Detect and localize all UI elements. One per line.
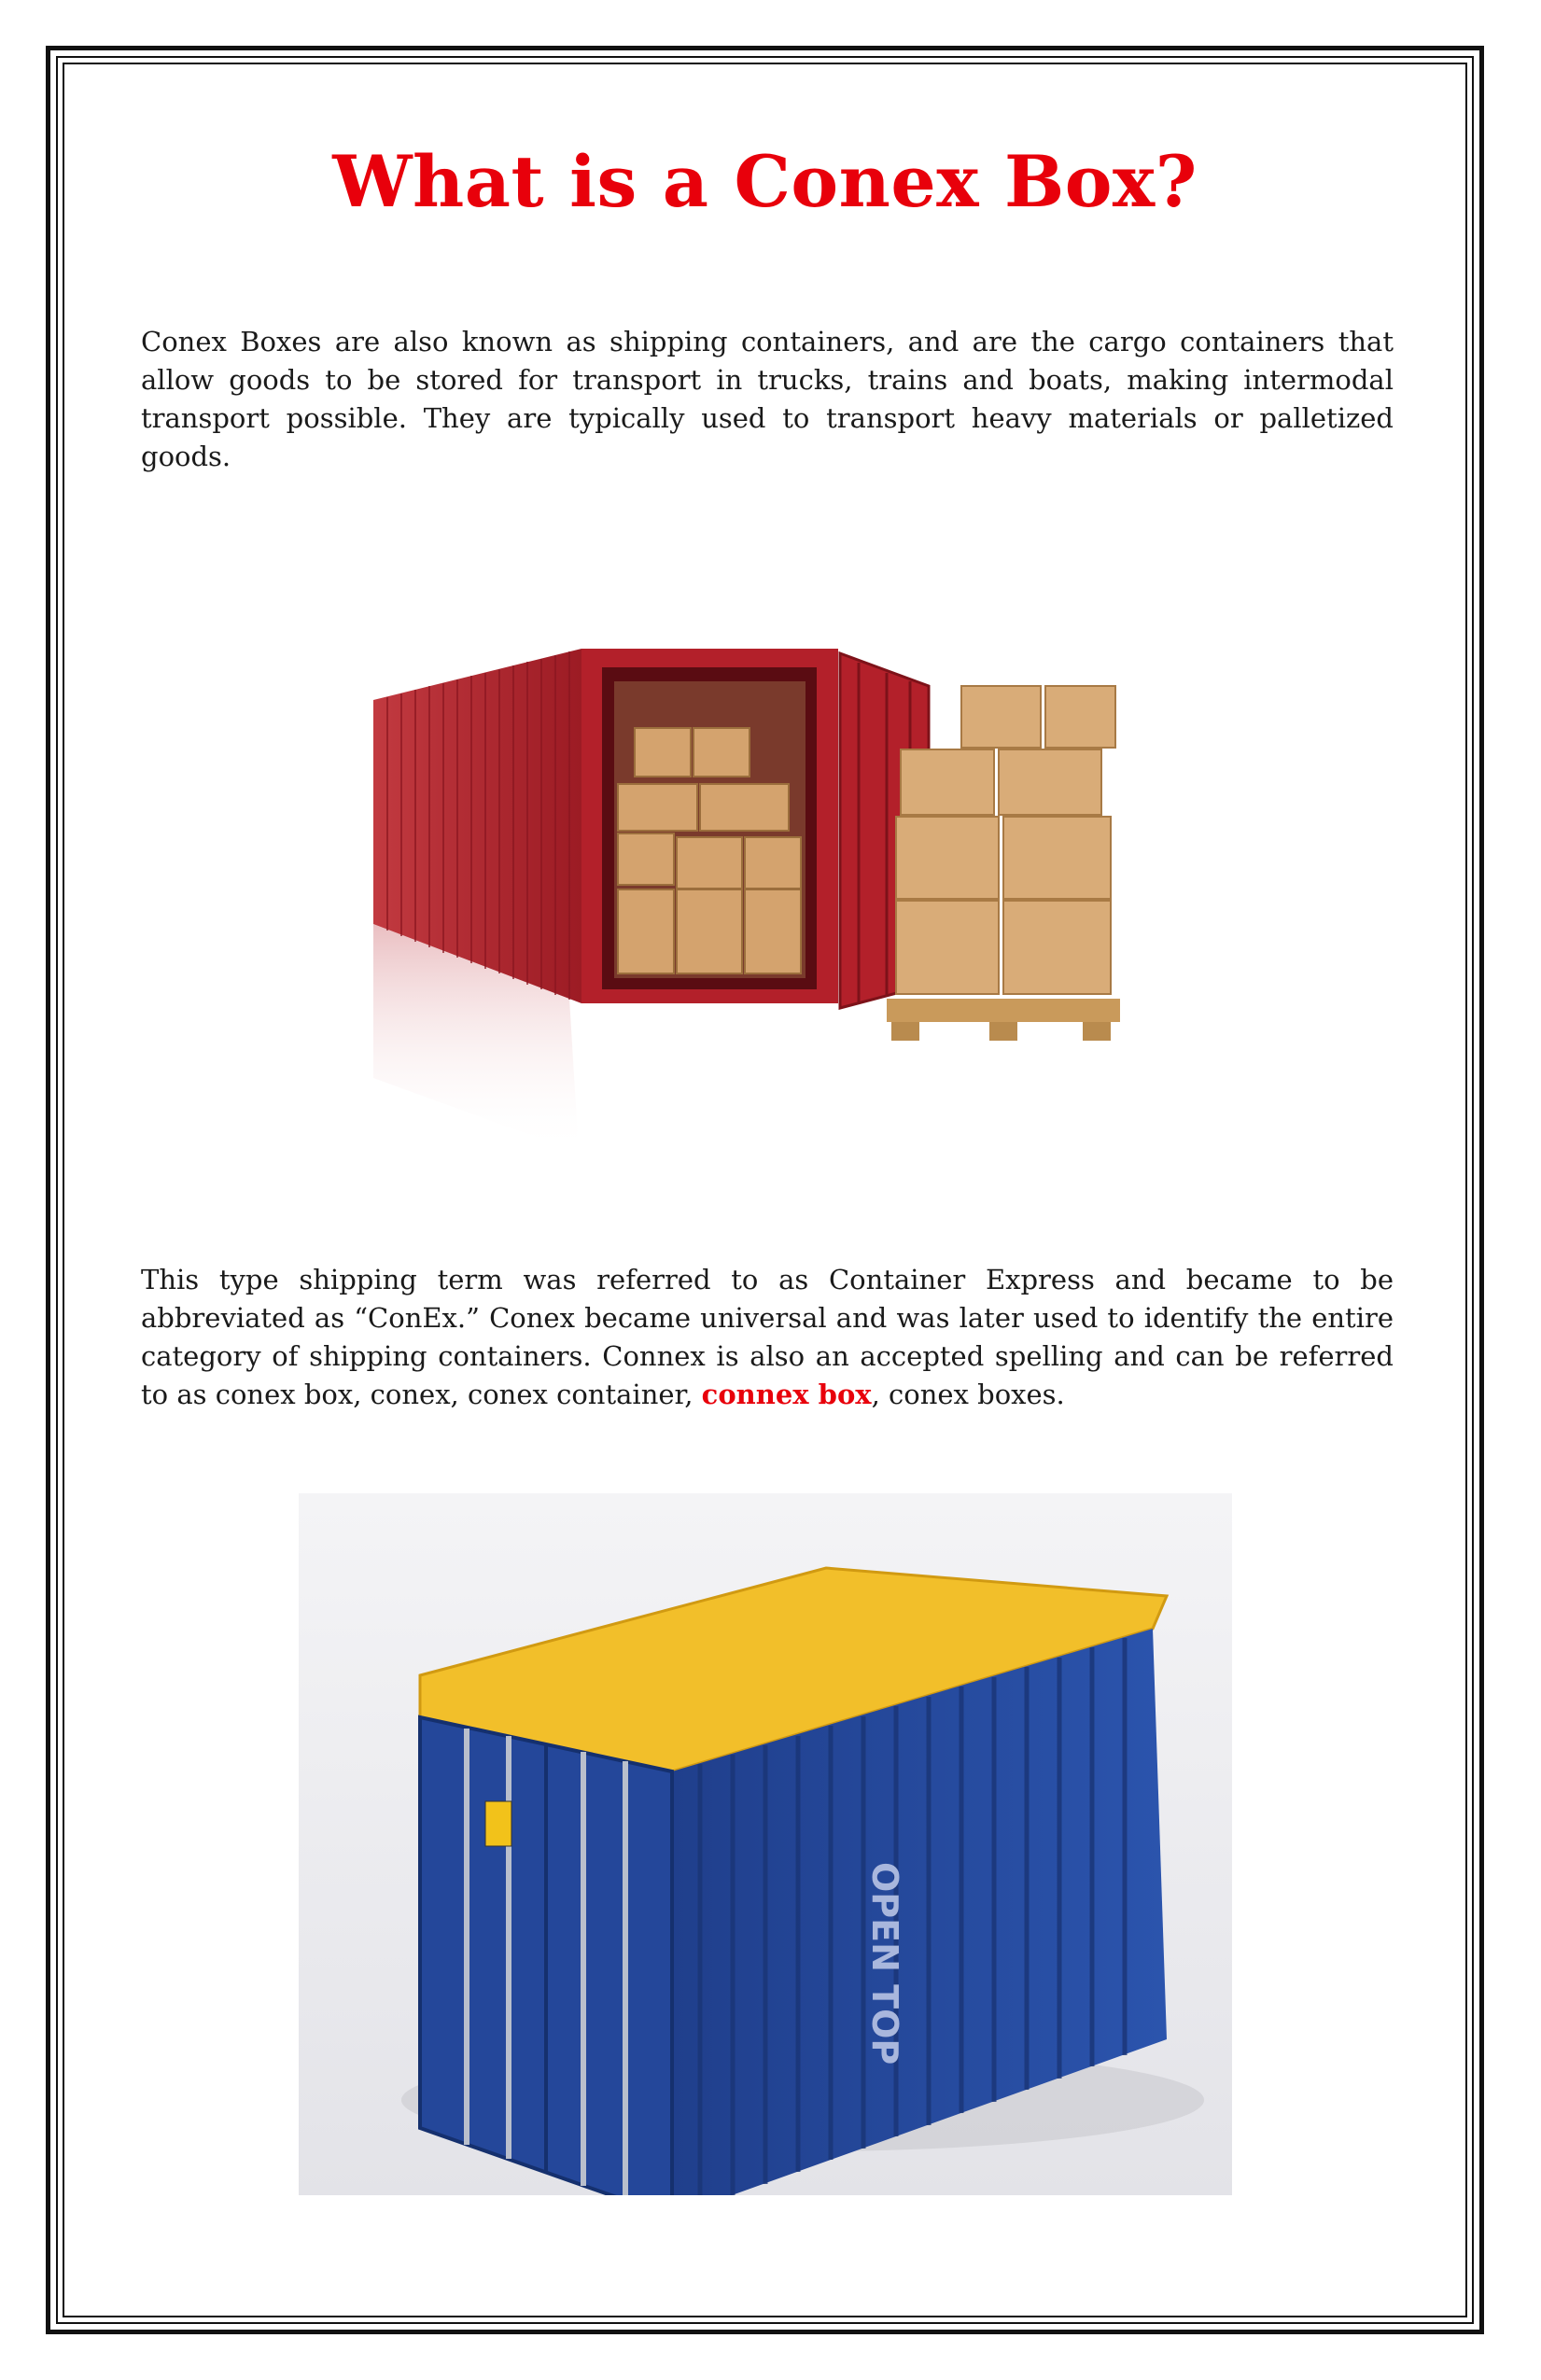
red-container-photo [317,499,1176,1181]
paragraph-text-part: This type shipping term was referred to as Container Express and became to be abbreviated as “ConEx.” Conex became universal and was later used to identify the entire category of shipping containers. Connex is also an accepted spelling and can be referred to as conex box, conex, conex container, [141,1264,1394,1410]
open-top-container-photo [299,1493,1232,2195]
paragraph-text-part: , conex boxes. [871,1379,1065,1410]
conex-definition-paragraph [141,1261,1394,1414]
page-title: What is a Conex Box? [332,140,1198,223]
intro-paragraph: Conex Boxes are also known as shipping containers, and are the cargo containers that allow goods to be stored for transport in trucks, trains and boats, making intermodal transport possible. They are typically used to transport heavy materials or palletized goods. [141,326,1394,472]
open-top-marking: OPEN TOP [864,1862,905,2065]
connex-box-link[interactable]: connex box [701,1379,872,1410]
